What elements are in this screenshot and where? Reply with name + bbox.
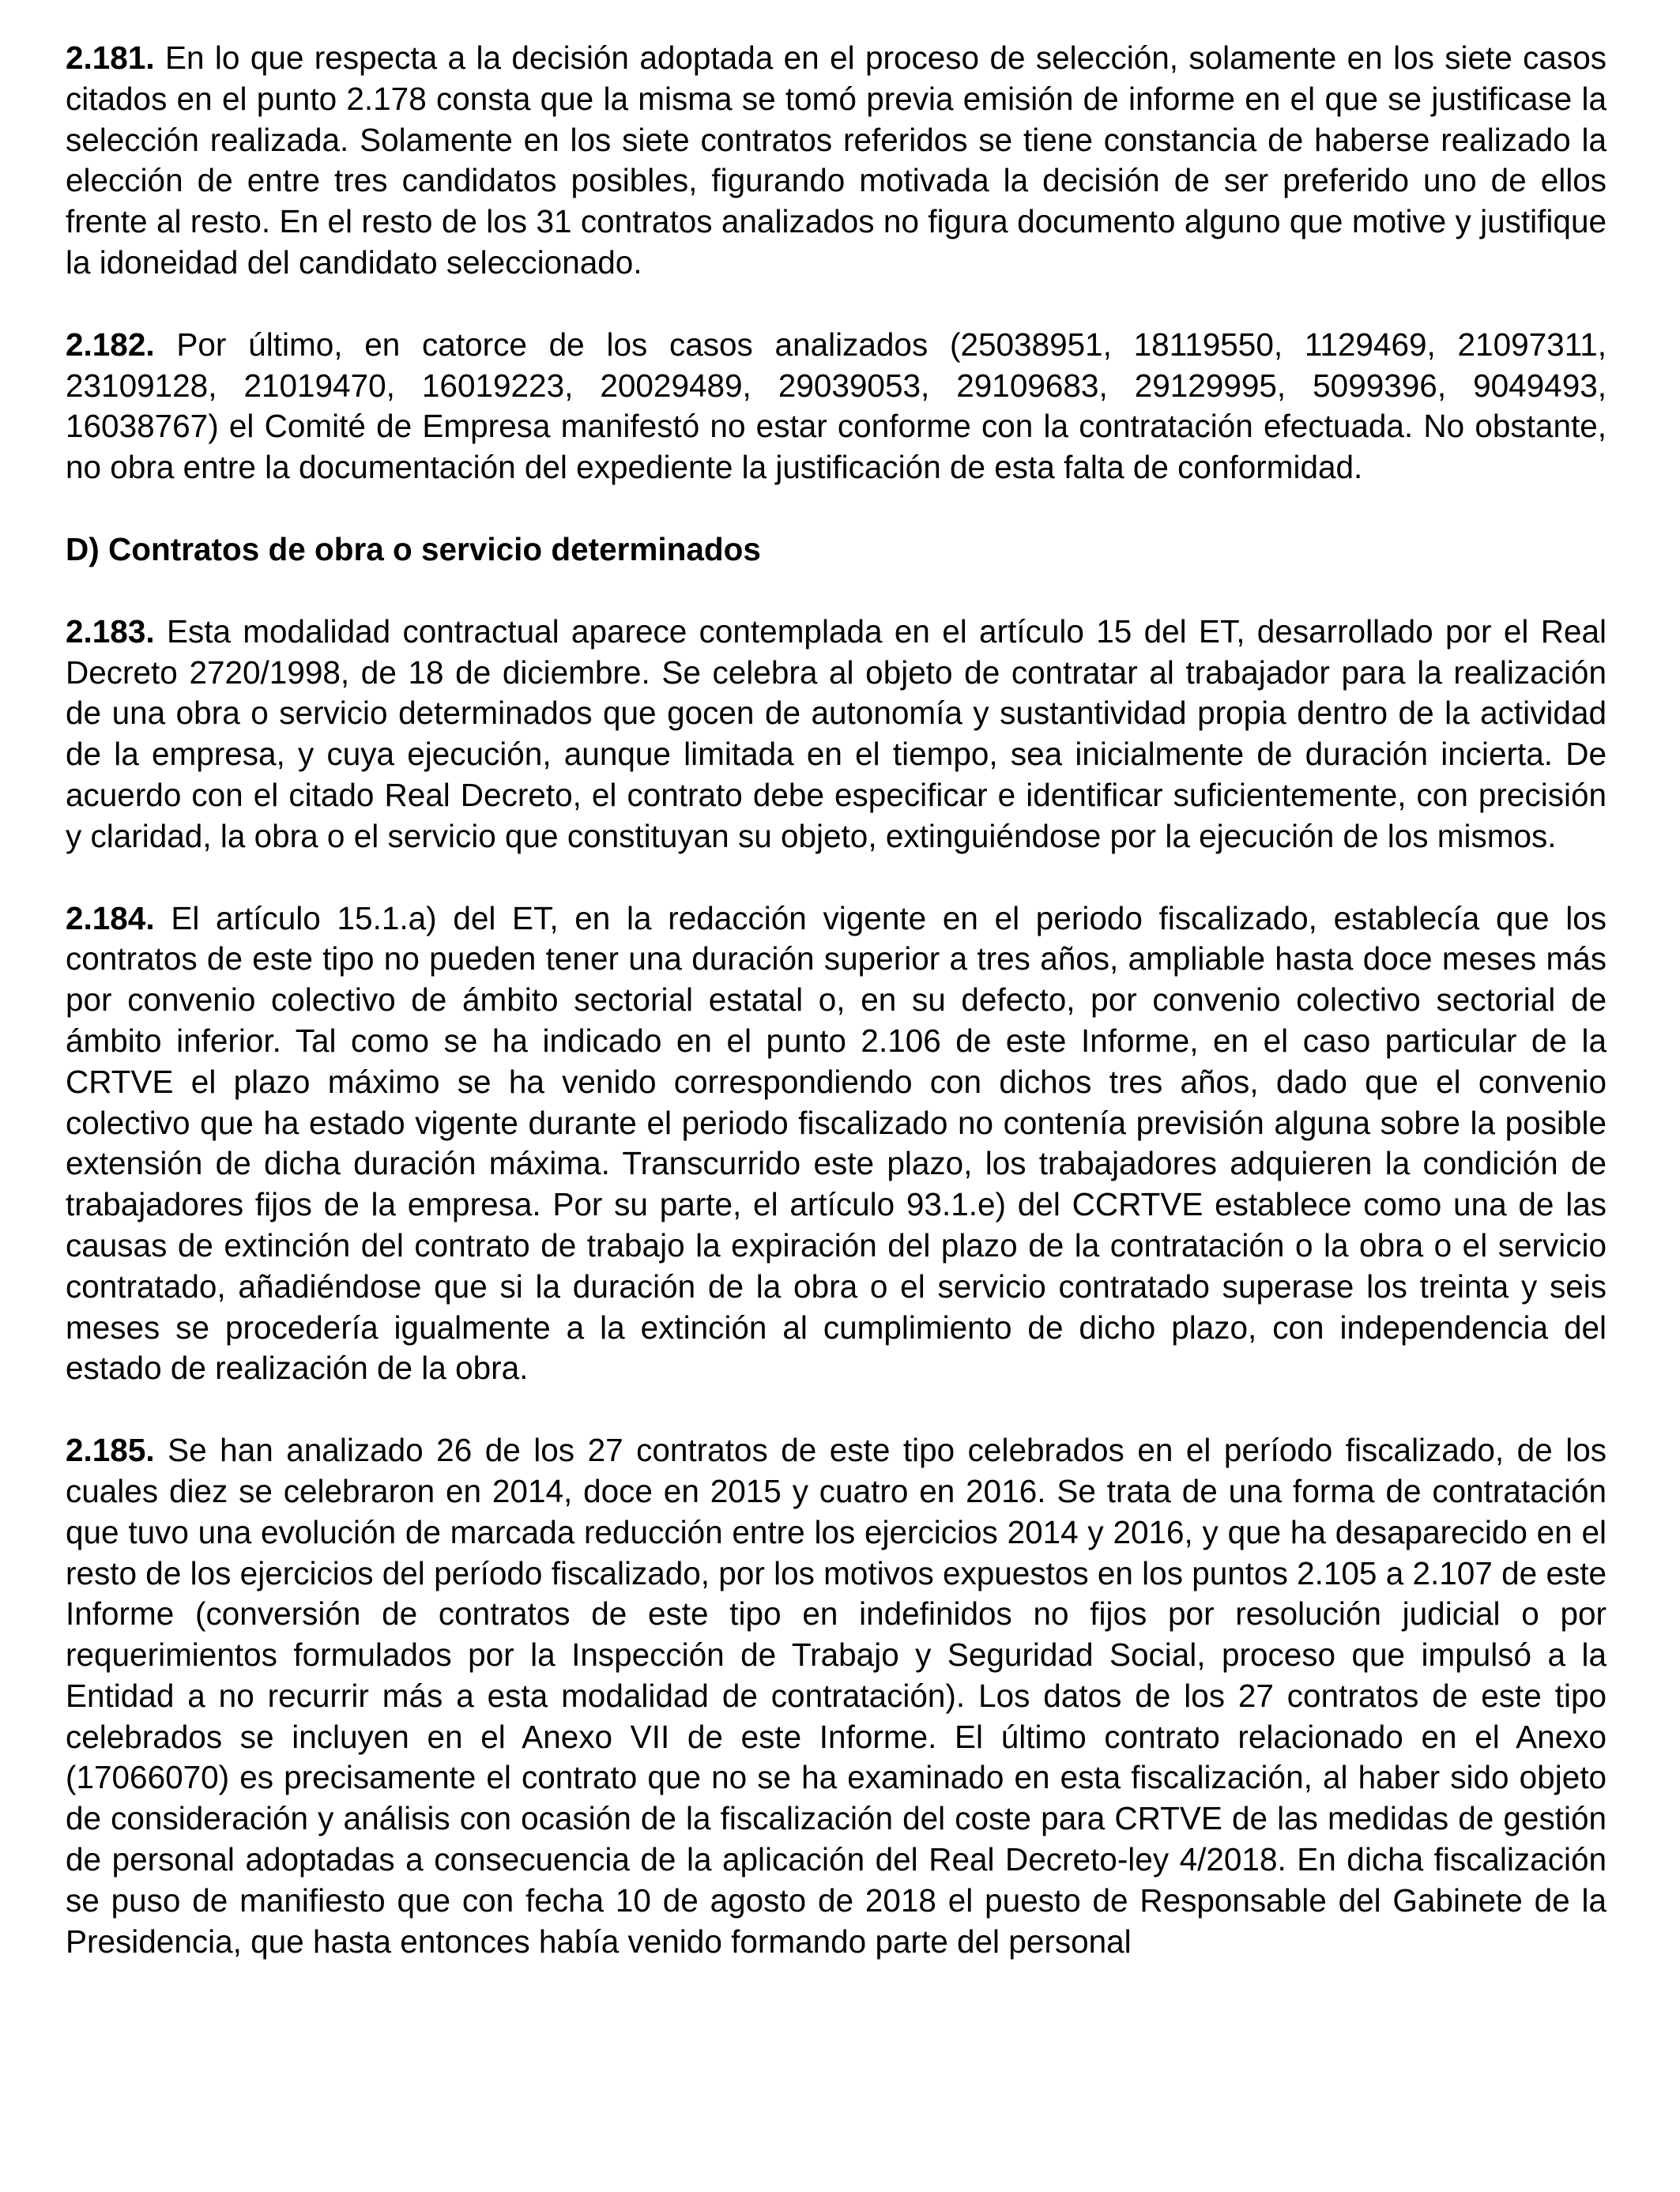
paragraph-text: El artículo 15.1.a) del ET, en la redacción vigente en el periodo fiscalizado, establecía que los contratos de este tipo no pueden tener una duración superior a tres años, ampliable hasta doce meses más por convenio colectivo de ámbito sectorial estatal o, en su defecto, por convenio colectivo sectorial de ámbito inferior. Tal como se ha indicado en el punto 2.106 de este Informe, en el caso particular de la CRTVE el plazo máximo se ha venido correspondiendo con dichos tres años, dado que el convenio colectivo que ha estado vigente durante el periodo fiscalizado no contenía previsión alguna sobre la posible extensión de dicha duración máxima. Transcurrido este plazo, los trabajadores adquieren la condición de trabajadores fijos de la empresa. Por su parte, el artículo 93.1.e) del CCRTVE establece como una de las causas de extinción del contrato de trabajo la expiración del plazo de la contratación o la obra o el servicio contratado, añadiéndose que si la duración de la obra o el servicio contratado superase los treinta y seis meses se procedería igualmente a la extinción al cumplimiento de dicho plazo, con independencia del estado de realización de la obra.	[66, 899, 1607, 1387]
paragraph-2-181	[66, 38, 1607, 284]
paragraph-text: Por último, en catorce de los casos analizados (25038951, 18119550, 1129469, 21097311, 23109128, 21019470, 16019223, 20029489, 29039053, 29109683, 29129995, 5099396, 9049493, 16038767) el Comité de Empresa manifestó no estar conforme con la contratación efectuada. No obstante, no obra entre la documentación del expediente la justificación de esta falta de conformidad.	[66, 326, 1607, 486]
paragraph-text: En lo que respecta a la decisión adoptada en el proceso de selección, solamente en los siete casos citados en el punto 2.178 consta que la misma se tomó previa emisión de informe en el que se justificase la selección realizada. Solamente en los siete contratos referidos se tiene constancia de haberse realizado la elección de entre tres candidatos posibles, figurando motivada la decisión de ser preferido uno de ellos frente al resto. En el resto de los 31 contratos analizados no figura documento alguno que motive y justifique la idoneidad del candidato seleccionado.	[66, 40, 1607, 281]
document-page	[66, 38, 1607, 1962]
paragraph-2-182	[66, 325, 1607, 488]
paragraph-number: 2.184.	[66, 899, 155, 936]
paragraph-text: Esta modalidad contractual aparece contemplada en el artículo 15 del ET, desarrollado por el Real Decreto 2720/1998, de 18 de diciembre. Se celebra al objeto de contratar al trabajador para la realización de una obra o servicio determinados que gocen de autonomía y sustantividad propia dentro de la actividad de la empresa, y cuya ejecución, aunque limitada en el tiempo, sea inicialmente de duración incierta. De acuerdo con el citado Real Decreto, el contrato debe especificar e identificar suficientemente, con precisión y claridad, la obra o el servicio que constituyan su objeto, extinguiéndose por la ejecución de los mismos.	[66, 612, 1607, 854]
paragraph-number: 2.183.	[66, 612, 155, 650]
paragraph-2-185	[66, 1430, 1607, 1962]
paragraph-number: 2.181.	[66, 40, 155, 76]
paragraph-2-184	[66, 898, 1607, 1390]
paragraph-number: 2.185.	[66, 1432, 155, 1469]
paragraph-text: Se han analizado 26 de los 27 contratos de este tipo celebrados en el período fiscalizado, de los cuales diez se celebraron en 2014, doce en 2015 y cuatro en 2016. Se trata de una forma de contratación que tuvo una evolución de marcada reducción entre los ejercicios 2014 y 2016, y que ha desaparecido en el resto de los ejercicios del período fiscalizado, por los motivos expuestos en los puntos 2.105 a 2.107 de este Informe (conversión de contratos de este tipo en indefinidos no fijos por resolución judicial o por requerimientos formulados por la Inspección de Trabajo y Seguridad Social, proceso que impulsó a la Entidad a no recurrir más a esta modalidad de contratación). Los datos de los 27 contratos de este tipo celebrados se incluyen en el Anexo VII de este Informe. El último contrato relacionado en el Anexo (17066070) es precisamente el contrato que no se ha examinado en esta fiscalización, al haber sido objeto de consideración y análisis con ocasión de la fiscalización del coste para CRTVE de las medidas de gestión de personal adoptadas a consecuencia de la aplicación del Real Decreto-ley 4/2018. En dicha fiscalización se puso de manifiesto que con fecha 10 de agosto de 2018 el puesto de Responsable del Gabinete de la Presidencia, que hasta entonces había venido formando parte del personal	[66, 1432, 1607, 1960]
section-heading: D) Contratos de obra o servicio determinados	[66, 530, 761, 567]
paragraph-2-183	[66, 612, 1607, 857]
paragraph-number: 2.182.	[66, 326, 155, 363]
